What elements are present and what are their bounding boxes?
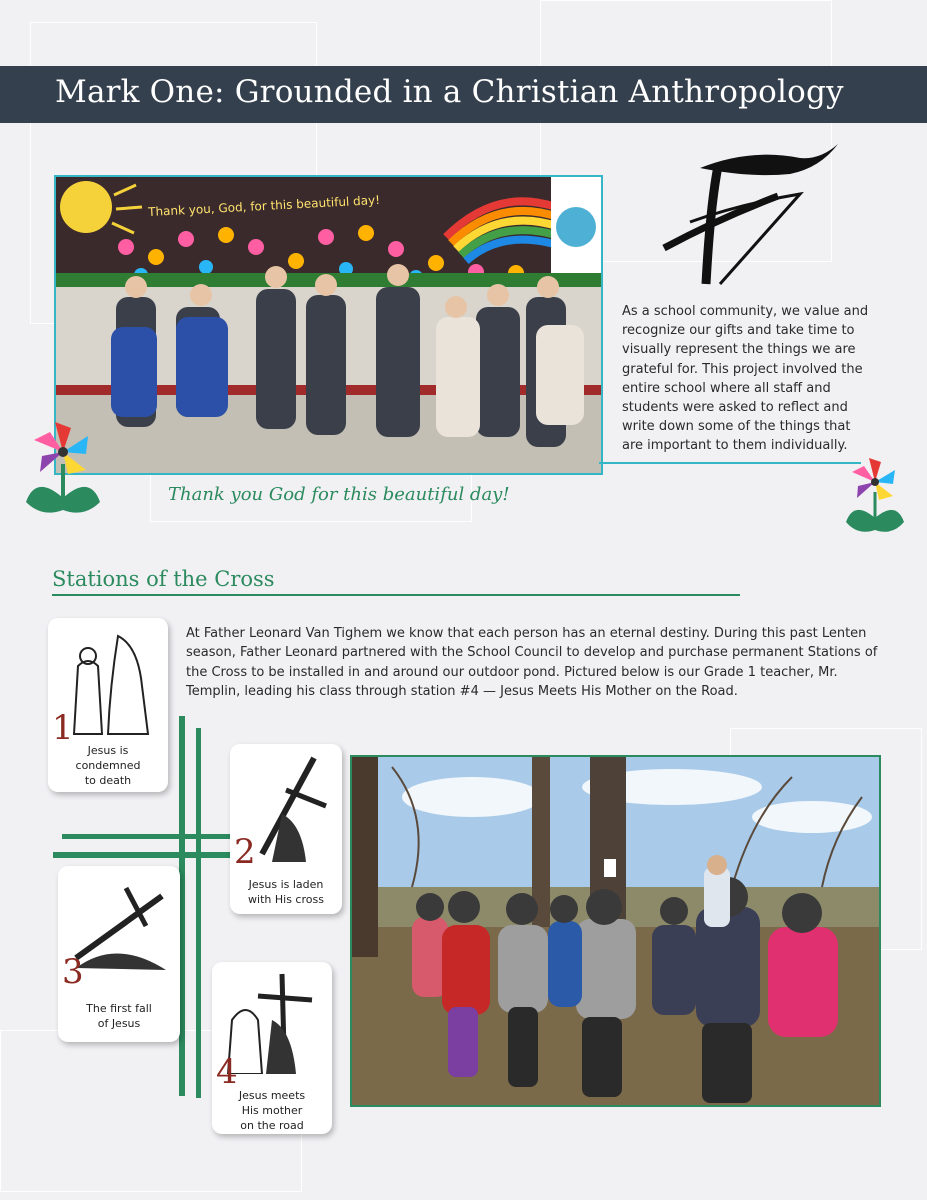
station-caption-line: The first fall [86,1002,152,1015]
station-number: 2 [234,832,256,872]
station-caption-line: with His cross [248,893,324,906]
station-caption-line: Jesus is laden [248,878,324,891]
cross-decoration [53,852,253,858]
bulletin-banner-text: Thank you, God, for this beautiful day! [147,192,381,220]
station-caption-line: of Jesus [97,1017,141,1030]
gratitude-paragraph: As a school community, we value and recognize our gifts and take time to visually represent the things we are grateful for. This project involved the entire school where all staff and students were asked to reflect and write down some of the things that are important to them individually. [622,304,869,454]
station-caption-line: condemned [75,759,141,772]
station-number: 4 [216,1052,238,1092]
students-bulletin-board-photo [54,175,603,475]
jesus-carries-cross-icon [242,754,334,864]
flower-icon [22,414,104,520]
station-caption-line: Jesus meets [238,1089,306,1102]
station-caption-line: to death [84,774,132,787]
station-caption-line: on the road [240,1119,304,1132]
section-divider [52,594,740,596]
photo-caption: Thank you God for this beautiful day! [168,484,510,505]
station-card-3 [58,866,180,1042]
photo-illustration [352,757,879,1105]
school-logo-icon [660,138,840,288]
station-card-1 [48,618,168,792]
photo-connector-line [599,462,861,464]
station-card-4 [212,962,332,1134]
stations-paragraph: At Father Leonard Van Tighem we know that each person has an eternal destiny. During this past Lenten season, Father Leonard partnered with the School Council to develop and purchase permanent Stations of the Cross to be installed in and around our outdoor pond. Pictured below is our Grade 1 teacher, Mr. Templin, leading his class through station #4 — Jesus Meets His Mother on the Road. [186,626,878,699]
section-title: Stations of the Cross [52,567,275,591]
station-card-2 [230,744,342,914]
outdoor-station-class-photo [350,755,881,1107]
station-caption-line: Jesus is [87,744,129,757]
station-number: 1 [52,708,74,748]
flower-icon [842,452,908,538]
station-number: 3 [62,952,84,992]
station-caption-line: His mother [241,1104,303,1117]
cross-decoration [196,728,201,1098]
photo-illustration [56,177,601,473]
page-title: Mark One: Grounded in a Christian Anthropology [55,74,844,110]
